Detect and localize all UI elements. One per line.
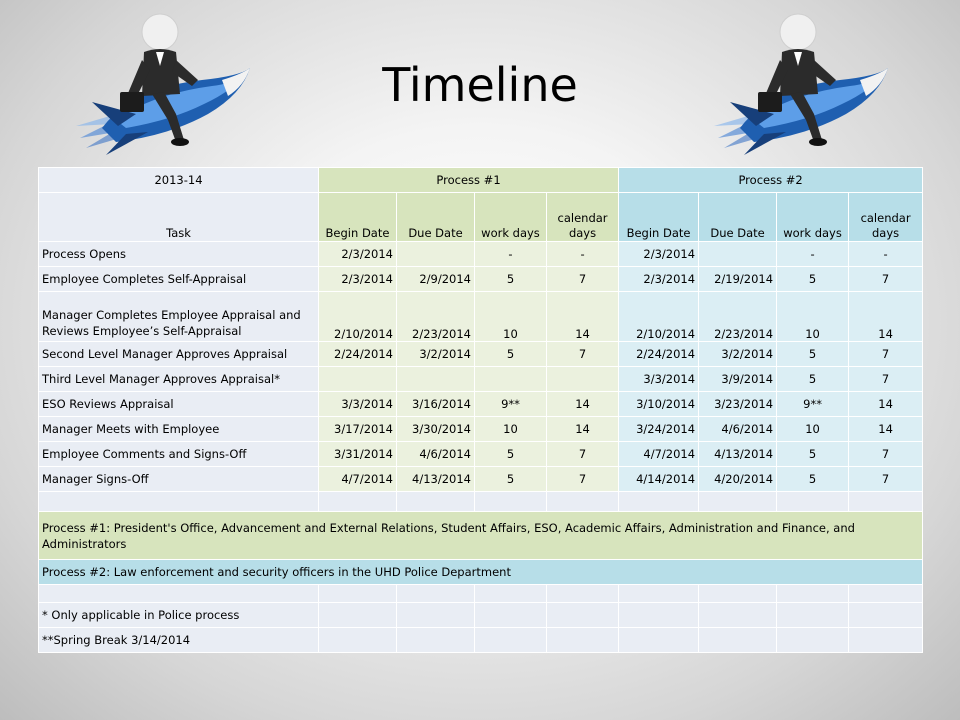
header-row-columns: [39, 193, 923, 242]
p1-calendar-cell: 7: [547, 267, 619, 292]
p2-calendar-cell: 14: [849, 417, 923, 442]
p1-due-cell: 3/2/2014: [397, 342, 475, 367]
slide-title: Timeline: [382, 58, 578, 112]
p2-calendar-cell: 7: [849, 442, 923, 467]
p1-due-cell: [397, 367, 475, 392]
p1-work-cell: [475, 367, 547, 392]
p2-due-cell: 3/2/2014: [699, 342, 777, 367]
process1-header: Process #1: [319, 168, 619, 193]
p2-due-cell: 4/13/2014: [699, 442, 777, 467]
p1-work-cell: 5: [475, 442, 547, 467]
task-column-header: Task: [39, 193, 319, 242]
footnote-spring-break: **Spring Break 3/14/2014: [39, 628, 319, 653]
p2-calendar-cell: 14: [849, 392, 923, 417]
p2-begin-cell: 3/24/2014: [619, 417, 699, 442]
table-row: [39, 292, 923, 342]
p2-begin-cell: 4/7/2014: [619, 442, 699, 467]
p2-calendar-cell: 7: [849, 367, 923, 392]
year-header: 2013-14: [39, 168, 319, 193]
p2-due-cell: 4/20/2014: [699, 467, 777, 492]
table-row: [39, 467, 923, 492]
task-cell: Employee Completes Self-Appraisal: [39, 267, 319, 292]
p2-calendar-cell: 14: [849, 292, 923, 342]
footnote-row: [39, 603, 923, 628]
p2-due-cell: 4/6/2014: [699, 417, 777, 442]
task-cell: Employee Comments and Signs-Off: [39, 442, 319, 467]
p2-due-cell: 3/9/2014: [699, 367, 777, 392]
p1-due-cell: [397, 242, 475, 267]
task-cell: Process Opens: [39, 242, 319, 267]
footnote-row: [39, 628, 923, 653]
process1-note-row: [39, 512, 923, 560]
p2-calendar-cell: 7: [849, 267, 923, 292]
p2-work-cell: 5: [777, 442, 849, 467]
p1-due-header: Due Date: [397, 193, 475, 242]
task-cell: Second Level Manager Approves Appraisal: [39, 342, 319, 367]
timeline-table: [38, 167, 923, 653]
footnote-police: * Only applicable in Police process: [39, 603, 319, 628]
table-row: [39, 417, 923, 442]
p1-begin-cell: 2/3/2014: [319, 267, 397, 292]
p1-work-cell: 5: [475, 467, 547, 492]
p2-calendar-cell: 7: [849, 467, 923, 492]
p1-work-cell: 10: [475, 417, 547, 442]
p2-calendar-cell: 7: [849, 342, 923, 367]
p2-work-cell: 5: [777, 467, 849, 492]
p1-calendar-cell: [547, 367, 619, 392]
p1-begin-cell: [319, 367, 397, 392]
p1-calendar-cell: -: [547, 242, 619, 267]
process2-header: Process #2: [619, 168, 923, 193]
p2-begin-cell: 2/3/2014: [619, 242, 699, 267]
p2-due-header: Due Date: [699, 193, 777, 242]
empty-row: [39, 492, 923, 512]
task-cell: Manager Completes Employee Appraisal and Reviews Employee’s Self-Appraisal: [39, 292, 319, 342]
table-row: [39, 442, 923, 467]
p2-work-cell: 5: [777, 267, 849, 292]
p1-calendar-cell: 7: [547, 467, 619, 492]
p1-calendar-cell: 7: [547, 442, 619, 467]
p1-begin-cell: 2/24/2014: [319, 342, 397, 367]
p2-calendar-cell: -: [849, 242, 923, 267]
p2-begin-cell: 3/10/2014: [619, 392, 699, 417]
p2-work-cell: 5: [777, 342, 849, 367]
p2-due-cell: 3/23/2014: [699, 392, 777, 417]
p1-begin-cell: 2/10/2014: [319, 292, 397, 342]
p1-work-cell: -: [475, 242, 547, 267]
process2-note: Process #2: Law enforcement and security officers in the UHD Police Department: [39, 560, 923, 585]
p2-work-cell: 10: [777, 292, 849, 342]
p2-due-cell: 2/23/2014: [699, 292, 777, 342]
p2-due-cell: 2/19/2014: [699, 267, 777, 292]
p2-begin-header: Begin Date: [619, 193, 699, 242]
process1-note: Process #1: President's Office, Advancement and External Relations, Student Affairs, ESO, Academic Affairs, Administration and Finance, and Administrators: [39, 512, 923, 560]
p1-work-header: work days: [475, 193, 547, 242]
header-row-top: [39, 168, 923, 193]
task-cell: Manager Meets with Employee: [39, 417, 319, 442]
task-cell: Manager Signs-Off: [39, 467, 319, 492]
p1-begin-cell: 3/17/2014: [319, 417, 397, 442]
table-row: [39, 392, 923, 417]
process2-note-row: [39, 560, 923, 585]
p1-work-cell: 9**: [475, 392, 547, 417]
p1-begin-cell: 2/3/2014: [319, 242, 397, 267]
p1-calendar-cell: 14: [547, 417, 619, 442]
p1-calendar-cell: 7: [547, 342, 619, 367]
p1-begin-cell: 3/31/2014: [319, 442, 397, 467]
p2-begin-cell: 2/24/2014: [619, 342, 699, 367]
p1-work-cell: 5: [475, 267, 547, 292]
task-cell: ESO Reviews Appraisal: [39, 392, 319, 417]
p1-begin-cell: 4/7/2014: [319, 467, 397, 492]
p1-due-cell: 3/16/2014: [397, 392, 475, 417]
p2-work-cell: -: [777, 242, 849, 267]
p2-work-cell: 5: [777, 367, 849, 392]
table-row: [39, 242, 923, 267]
p1-begin-header: Begin Date: [319, 193, 397, 242]
p1-due-cell: 2/9/2014: [397, 267, 475, 292]
table-row: [39, 342, 923, 367]
p1-calendar-cell: 14: [547, 392, 619, 417]
p2-begin-cell: 2/10/2014: [619, 292, 699, 342]
p1-begin-cell: 3/3/2014: [319, 392, 397, 417]
p2-begin-cell: 4/14/2014: [619, 467, 699, 492]
p2-begin-cell: 3/3/2014: [619, 367, 699, 392]
p2-calendar-header: calendar days: [849, 193, 923, 242]
p1-due-cell: 4/6/2014: [397, 442, 475, 467]
p1-work-cell: 10: [475, 292, 547, 342]
p2-work-header: work days: [777, 193, 849, 242]
p1-due-cell: 2/23/2014: [397, 292, 475, 342]
table-row: [39, 267, 923, 292]
p2-due-cell: [699, 242, 777, 267]
p1-due-cell: 3/30/2014: [397, 417, 475, 442]
p1-calendar-header: calendar days: [547, 193, 619, 242]
p1-calendar-cell: 14: [547, 292, 619, 342]
task-cell: Third Level Manager Approves Appraisal*: [39, 367, 319, 392]
p1-work-cell: 5: [475, 342, 547, 367]
p2-work-cell: 9**: [777, 392, 849, 417]
p1-due-cell: 4/13/2014: [397, 467, 475, 492]
p2-work-cell: 10: [777, 417, 849, 442]
empty-row: [39, 585, 923, 603]
p2-begin-cell: 2/3/2014: [619, 267, 699, 292]
table-row: [39, 367, 923, 392]
